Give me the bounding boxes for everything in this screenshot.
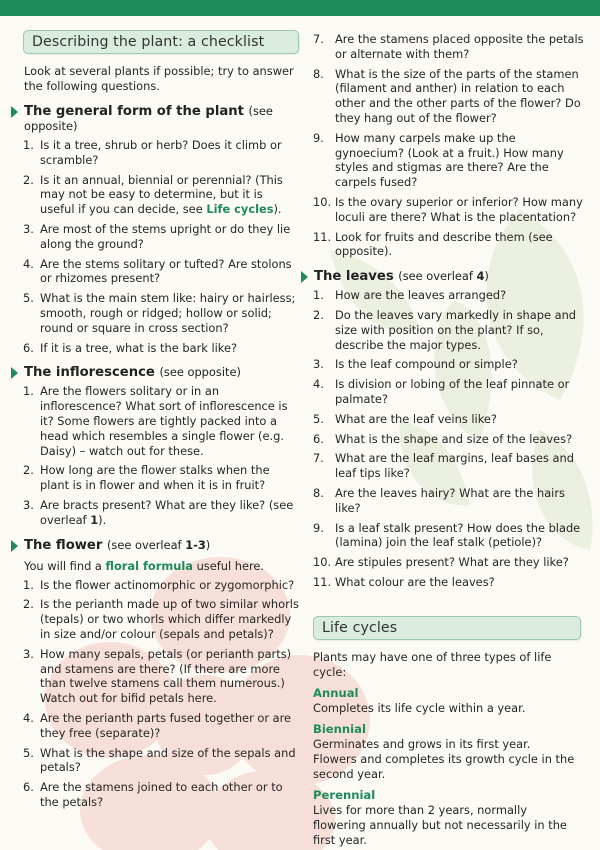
flower-lead: You will find a floral formula useful here.	[24, 558, 265, 573]
question-text: What is the shape and size of the leaves?	[335, 431, 573, 446]
question-number: 6.	[313, 431, 324, 446]
question-number: 8.	[313, 66, 324, 81]
question-text: Are bracts present? What are they like? (see overleaf	[40, 497, 294, 527]
question-number: 5.	[23, 291, 34, 306]
question-text: What is the shape and size of the sepals and petals?	[40, 745, 296, 775]
question-item	[313, 230, 585, 260]
section-title: The flower	[24, 537, 103, 553]
question-item	[23, 138, 299, 168]
life-cycles-title: Life cycles	[313, 616, 581, 640]
annual-text: Completes its life cycle within a year.	[313, 700, 526, 715]
section-arrow-icon	[11, 367, 18, 379]
life-cycles-link[interactable]: Life cycles	[206, 202, 274, 217]
section-inflorescence	[23, 365, 299, 380]
biennial-text-1: Germinates and grows in its first year.	[313, 736, 531, 751]
question-item	[313, 357, 585, 372]
question-number: 3.	[23, 646, 34, 661]
section-arrow-icon	[11, 106, 18, 118]
general-form-questions	[23, 138, 299, 355]
question-text: Is it a tree, shrub or herb? Does it climb or scramble?	[40, 138, 282, 167]
question-text: How are the leaves arranged?	[335, 288, 507, 303]
section-ref: (see opposite)	[24, 104, 273, 133]
question-number: 3.	[313, 357, 324, 372]
question-text: Is the flower actinomorphic or zygomorphic?	[40, 577, 295, 592]
question-text: Is a leaf stalk present? How does the blade (lamina) join the leaf stalk (petiole)?	[335, 520, 581, 550]
question-number: 10.	[313, 194, 332, 209]
question-text: Are most of the stems upright or do they lie along the ground?	[40, 221, 291, 251]
question-item	[313, 555, 585, 570]
section-arrow-icon	[301, 271, 308, 283]
question-item	[313, 521, 585, 551]
question-text: If it is a tree, what is the bark like?	[40, 340, 238, 355]
question-text: What are the leaf veins like?	[335, 411, 497, 426]
question-text: How long are the flower stalks when the plant is in flower and when it is in fruit?	[40, 463, 270, 493]
question-item	[23, 578, 299, 593]
question-item	[23, 222, 299, 252]
question-item	[23, 173, 299, 217]
question-number: 1.	[23, 384, 34, 399]
biennial-text-2: Flowers and completes its growth cycle in the second year.	[313, 751, 575, 781]
question-number: 1.	[313, 288, 324, 303]
question-text: Is the leaf compound or simple?	[335, 357, 518, 372]
question-item	[23, 647, 299, 706]
question-item	[23, 463, 299, 493]
life-cycles-intro: Plants may have one of three types of life cycle:	[313, 649, 552, 679]
question-item	[313, 308, 585, 352]
question-item	[23, 341, 299, 356]
perennial-text: Lives for more than 2 years, normally flowering annually but not necessarily in the first year.	[313, 802, 567, 847]
question-item	[313, 377, 585, 407]
question-item	[313, 67, 585, 126]
question-text: Is division or lobing of the leaf pinnate or palmate?	[335, 377, 570, 406]
life-cycles-section	[313, 616, 581, 848]
question-text: Do the leaves vary markedly in shape and size with position on the plant? If so, describe the major types.	[335, 307, 577, 352]
question-item	[313, 486, 585, 516]
left-column	[23, 30, 299, 815]
question-number: 11.	[313, 229, 332, 244]
question-item	[23, 384, 299, 458]
question-text: Is the perianth made up of two similar whorls (tepals) or two whorls which differ markedly in size and/or colour (sepals and petals)?	[40, 597, 299, 641]
question-number: 4.	[23, 256, 34, 271]
question-text: What is the size of the parts of the stamen (filament and anther) in relation to each other and the other parts of the flower? Do they hang out of the flower?	[335, 66, 581, 125]
question-item	[313, 432, 585, 447]
question-item	[23, 257, 299, 287]
question-number: 3.	[23, 497, 34, 512]
question-item	[23, 780, 299, 810]
question-number: 6.	[23, 340, 34, 355]
annual-heading: Annual	[313, 685, 359, 700]
question-item	[313, 412, 585, 427]
flower-questions-continued	[313, 32, 585, 259]
question-number: 4.	[23, 710, 34, 725]
question-text: Are the stamens joined to each other or to the petals?	[40, 780, 283, 809]
question-ref-bold: 1	[90, 512, 99, 527]
question-text: Are the flowers solitary or in an inflorescence? What sort of inflorescence is it? Some flowers are tightly packed into a head which resembles a single flower (e.g. Daisy) – watch out for these.	[40, 384, 288, 458]
question-number: 4.	[313, 377, 324, 392]
question-number: 9.	[313, 520, 324, 535]
question-text: How many sepals, petals (or perianth parts) and stamens are there? (If there are more than twelve stamens call them numerous.) Watch out for bifid petals here.	[40, 646, 292, 706]
section-leaves	[313, 269, 585, 284]
flower-questions	[23, 578, 299, 810]
leaves-questions	[313, 288, 585, 590]
question-text: Are the stems solitary or tufted? Are stolons or rhizomes present?	[40, 256, 292, 286]
question-text: What is the main stem like: hairy or hairless; smooth, rough or ridged; hollow or solid; round or square in cross section?	[40, 291, 296, 335]
section-ref: (see overleaf 1-3)	[106, 537, 211, 552]
section-arrow-icon	[11, 540, 18, 552]
question-item	[313, 195, 585, 225]
question-text: Are the stamens placed opposite the petals or alternate with them?	[335, 32, 584, 61]
question-text: What are the leaf margins, leaf bases and leaf tips like?	[335, 451, 574, 481]
question-item	[313, 575, 585, 590]
question-number: 10.	[313, 555, 332, 570]
biennial-heading: Biennial	[313, 721, 366, 736]
checklist-intro: Look at several plants if possible; try to answer the following questions.	[24, 64, 294, 93]
question-number: 2.	[23, 597, 34, 612]
question-text: What colour are the leaves?	[335, 574, 495, 589]
section-ref: (see opposite)	[159, 365, 241, 380]
checklist-title: Describing the plant: a checklist	[23, 30, 299, 54]
question-item	[23, 498, 299, 528]
question-text: Look for fruits and describe them (see opposite).	[335, 229, 553, 259]
section-general-form	[23, 104, 299, 134]
question-number: 7.	[313, 451, 324, 466]
section-title: The general form of the plant	[24, 104, 244, 119]
section-title: The leaves	[314, 269, 394, 285]
section-ref: (see overleaf 4)	[398, 269, 489, 284]
inflorescence-questions	[23, 384, 299, 527]
question-number: 9.	[313, 130, 324, 145]
question-number: 8.	[313, 485, 324, 500]
question-number: 3.	[23, 221, 34, 236]
question-item	[23, 597, 299, 641]
question-number: 1.	[23, 138, 34, 152]
question-text: Is it an annual, biennial or perennial? (This may not be easy to determine, but it is useful if you can decide, see	[40, 172, 283, 217]
question-item	[313, 32, 585, 62]
question-number: 6.	[23, 780, 34, 795]
floral-formula-link[interactable]: floral formula	[105, 558, 193, 573]
question-number: 2.	[23, 463, 34, 478]
question-text: How many carpels make up the gynoecium? (Look at a fruit.) How many styles and stigmas are there? Are the carpels fused?	[335, 130, 564, 190]
question-item	[313, 131, 585, 190]
question-number: 2.	[313, 307, 324, 322]
section-title: The inflorescence	[24, 365, 155, 381]
question-number: 7.	[313, 32, 324, 46]
question-text-after: ).	[98, 512, 107, 527]
question-number: 11.	[313, 574, 332, 589]
right-column	[313, 30, 585, 848]
question-item	[23, 291, 299, 335]
question-text-after: ).	[273, 202, 282, 217]
question-item	[23, 746, 299, 776]
question-number: 1.	[23, 577, 34, 592]
perennial-heading: Perennial	[313, 787, 376, 802]
question-item	[313, 288, 585, 303]
question-number: 5.	[23, 745, 34, 760]
question-text: Is the ovary superior or inferior? How many loculi are there? What is the placentation?	[335, 194, 583, 224]
question-item	[313, 451, 585, 481]
question-text: Are the leaves hairy? What are the hairs like?	[335, 485, 565, 515]
question-text: Are stipules present? What are they like?	[335, 555, 569, 570]
question-number: 5.	[313, 411, 324, 426]
section-flower	[23, 538, 299, 553]
question-item	[23, 711, 299, 741]
question-number: 2.	[23, 172, 34, 187]
question-text: Are the perianth parts fused together or are they free (separate)?	[40, 710, 292, 740]
